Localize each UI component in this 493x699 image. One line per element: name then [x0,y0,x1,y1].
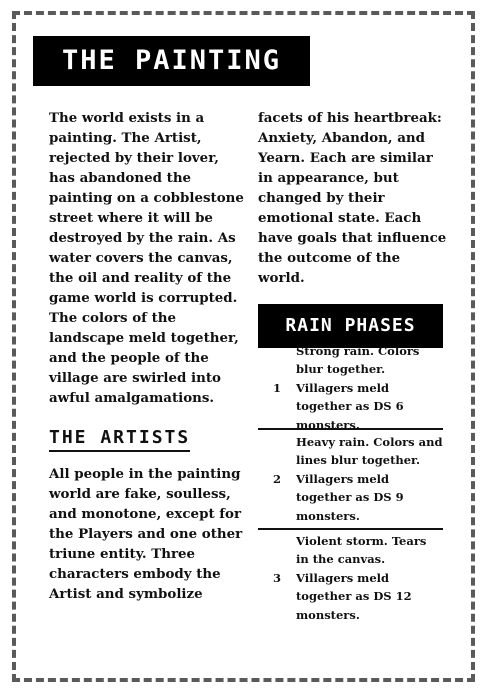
phase-number: 2 [272,472,281,486]
artists-paragraph-continued: facets of his heartbreak: Anxiety, Abandon, and Yearn. Each are similar in appearance, but changed by their emotional state. Each have goals that influence the outcome of the world. [258,110,447,286]
phase-number: 1 [272,381,281,395]
artists-column-start [49,464,244,604]
table-row [258,430,443,530]
intro-column [49,108,244,408]
artists-paragraph-start: All people in the painting world are fake, soulless, and monotone, except for the Players and one other triune entity. Three characters embody the Artist and symbolize [49,466,243,602]
phase-description: Heavy rain. Colors and lines blur together. Villagers meld together as DS 9 monsters. [296,434,443,523]
phase-description: Violent storm. Tears in the canvas. Villagers meld together as DS 12 monsters. [296,533,427,622]
table-row [258,530,443,626]
table-row [258,343,443,432]
rain-phases-heading: RAIN PHASES [258,304,443,348]
rain-phases-table [258,343,443,626]
phase-number: 3 [272,571,281,585]
page-title: THE PAINTING [33,36,310,86]
artists-heading: THE ARTISTS [49,427,190,452]
phase-description: Strong rain. Colors blur together. Villagers meld together as DS 6 monsters. [296,343,420,432]
artists-column-continued [258,108,448,288]
intro-paragraph: The world exists in a painting. The Artist, rejected by their lover, has abandoned the painting on a cobblestone street where it will be destroyed by the rain. As water covers the canvas, the oil and reality of the game world is corrupted. The colors of the landscape meld together, and the people of the village are swirled into awful amalgamations. [49,110,244,406]
